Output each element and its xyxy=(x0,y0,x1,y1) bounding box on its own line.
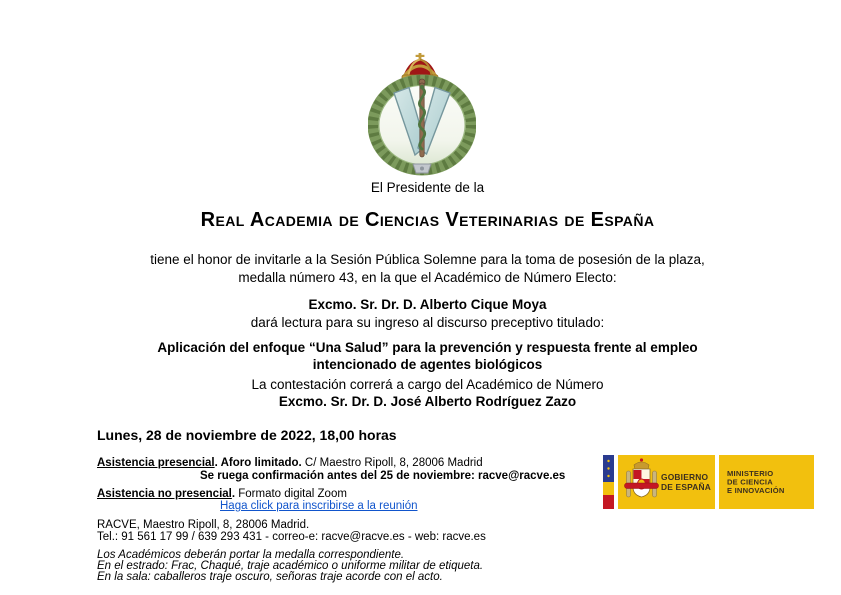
in-person-attendance-line xyxy=(97,457,483,469)
intro-line-1: tiene el honor de invitarle a la Sesión Pública Solemne para la toma de posesión de la plaza, xyxy=(150,252,705,267)
dress-note-1: Los Académicos deberán portar la medalla correspondiente. xyxy=(97,549,405,561)
dress-note-3: En la sala: caballeros traje oscuro, señoras traje acorde con el acto. xyxy=(97,571,443,583)
remote-attendance-line xyxy=(97,488,347,500)
zoom-registration-link[interactable]: Haga click para inscribirse a la reunión xyxy=(220,500,418,512)
ministerio-text-line-2: DE CIENCIA xyxy=(727,477,773,487)
confirmation-note: Se ruega confirmación antes del 25 de noviembre: racve@racve.es xyxy=(200,470,566,482)
discourse-title-line-1: Aplicación del enfoque “Una Salud” para la prevención y respuesta frente al empleo xyxy=(157,340,698,355)
academy-title: Real Academia de Ciencias Veterinarias de España xyxy=(200,209,655,231)
capacity-note: Aforo limitado. xyxy=(220,457,302,469)
remote-label: Asistencia no presencial xyxy=(97,488,232,500)
inductee-name: Excmo. Sr. Dr. D. Alberto Cique Moya xyxy=(308,297,547,312)
reply-line: La contestación correrá a cargo del Académico de Número xyxy=(251,377,604,392)
asclepius-staff-icon xyxy=(419,79,425,157)
discourse-title-line-2: intencionado de agentes biológicos xyxy=(312,357,543,372)
intro-line-2: medalla número 43, en la que el Académico de Número Electo: xyxy=(238,270,617,285)
gobierno-text-line-2: DE ESPAÑA xyxy=(661,482,712,492)
zoom-registration-line xyxy=(220,500,418,512)
footer-contact: Tel.: 91 561 17 99 / 639 293 431 - correo-e: racve@racve.es - web: racve.es xyxy=(97,531,486,543)
ministerio-text-line-3: E INNOVACIÓN xyxy=(727,486,785,495)
ministerio-text-line-1: MINISTERIO xyxy=(727,469,774,478)
remote-separator: . xyxy=(231,488,239,500)
presenter-line: El Presidente de la xyxy=(370,180,485,195)
event-datetime: Lunes, 28 de noviembre de 2022, 18,00 horas xyxy=(97,427,397,443)
remote-format: Formato digital Zoom xyxy=(238,488,347,500)
flag-strip-icon xyxy=(603,455,614,509)
gobierno-de-espana-logo xyxy=(603,455,814,509)
wreath-clasp-icon xyxy=(413,164,431,173)
footer-address: RACVE, Maestro Ripoll, 8, 28006 Madrid. xyxy=(97,519,310,531)
respondent-name: Excmo. Sr. Dr. D. José Alberto Rodríguez Zazo xyxy=(278,394,577,409)
lecture-line: dará lectura para su ingreso al discurso preceptivo titulado: xyxy=(250,315,605,330)
racve-crest-icon xyxy=(368,52,476,178)
in-person-label: Asistencia presencial xyxy=(97,457,215,469)
gobierno-text-line-1: GOBIERNO xyxy=(661,472,709,482)
dress-note-2: En el estrado: Frac, Chaqué, traje académico o uniforme militar de etiqueta. xyxy=(97,560,484,572)
venue-address: C/ Maestro Ripoll, 8, 28006 Madrid xyxy=(301,457,483,469)
in-person-separator: . xyxy=(214,457,221,469)
